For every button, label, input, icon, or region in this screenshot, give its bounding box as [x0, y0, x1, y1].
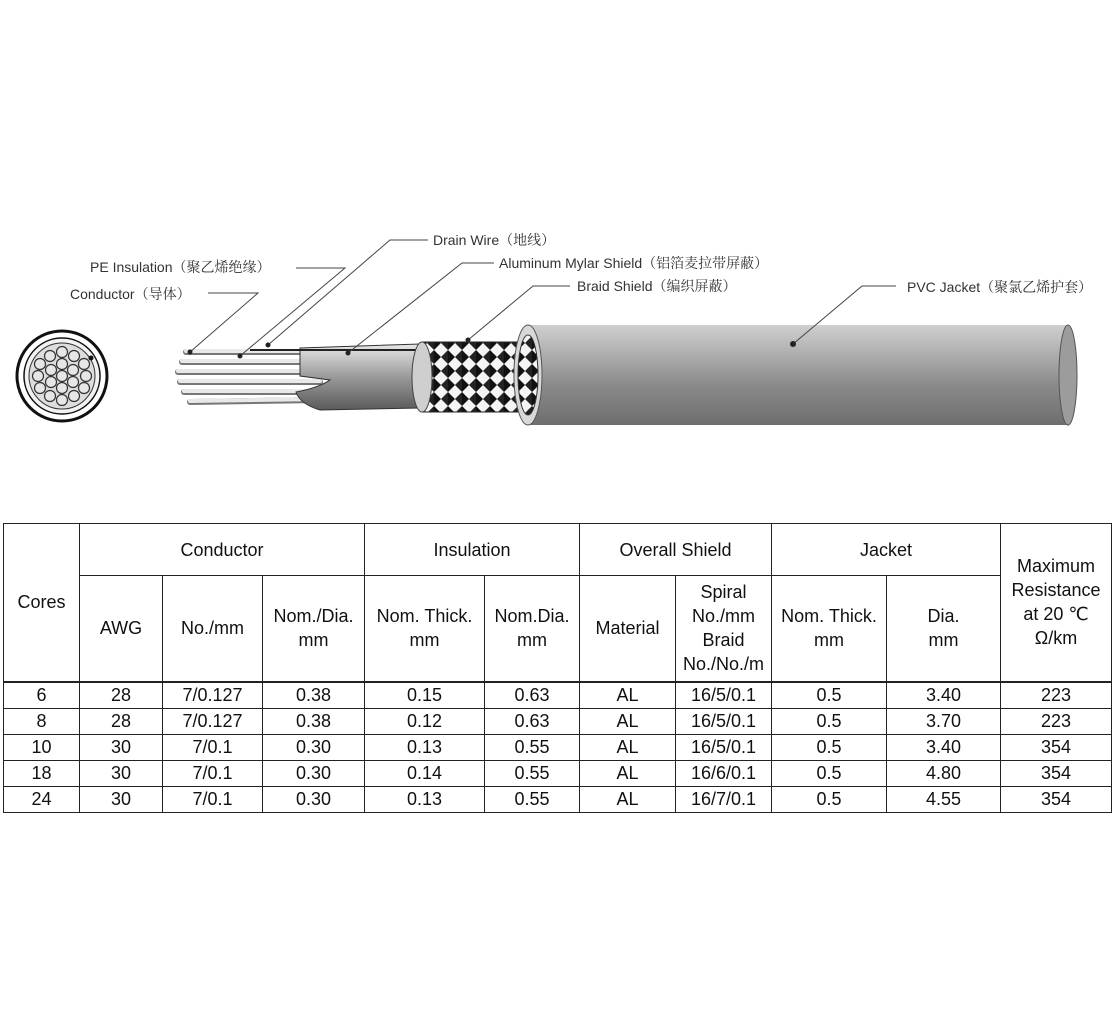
- header-insulation: Insulation: [365, 524, 580, 576]
- table-row: [4, 786, 1112, 812]
- cell-jacket-dia: 4.80: [887, 760, 1001, 786]
- header-jacket: Jacket: [772, 524, 1001, 576]
- cell-no-mm: 7/0.1: [163, 734, 263, 760]
- cell-nom-dia: 0.30: [263, 786, 365, 812]
- cell-material: AL: [580, 760, 676, 786]
- cell-material: AL: [580, 734, 676, 760]
- cell-ins-thick: 0.15: [365, 682, 485, 709]
- cell-cores: 6: [4, 682, 80, 709]
- cell-ins-dia: 0.63: [485, 682, 580, 709]
- label-aluminum-mylar-shield: Aluminum Mylar Shield（铝箔麦拉带屏蔽）: [499, 255, 769, 271]
- cell-nom-dia: 0.30: [263, 734, 365, 760]
- aluminum-foil: [296, 344, 420, 410]
- cell-spiral-braid: 16/5/0.1: [676, 682, 772, 709]
- cell-resistance: 223: [1001, 708, 1112, 734]
- cell-ins-thick: 0.14: [365, 760, 485, 786]
- label-pvc-jacket: PVC Jacket（聚氯乙烯护套）: [907, 279, 1093, 295]
- header-cores: Cores: [4, 524, 80, 682]
- cell-material: AL: [580, 682, 676, 709]
- label-pe-insulation: PE Insulation（聚乙烯绝缘）: [90, 259, 271, 275]
- header-conductor: Conductor: [80, 524, 365, 576]
- cell-awg: 30: [80, 734, 163, 760]
- cell-material: AL: [580, 786, 676, 812]
- header-no-mm: No./mm: [163, 576, 263, 682]
- cell-nom-dia: 0.38: [263, 708, 365, 734]
- cell-jacket-dia: 3.70: [887, 708, 1001, 734]
- header-ins-nom-thick: Nom. Thick. mm: [365, 576, 485, 682]
- cell-no-mm: 7/0.1: [163, 760, 263, 786]
- cell-spiral-braid: 16/5/0.1: [676, 734, 772, 760]
- header-overall-shield: Overall Shield: [580, 524, 772, 576]
- cell-cores: 8: [4, 708, 80, 734]
- cell-ins-dia: 0.55: [485, 734, 580, 760]
- cell-spiral-braid: 16/5/0.1: [676, 708, 772, 734]
- cell-resistance: 223: [1001, 682, 1112, 709]
- cell-ins-thick: 0.12: [365, 708, 485, 734]
- label-drain-wire: Drain Wire（地线）: [433, 232, 556, 248]
- header-awg: AWG: [80, 576, 163, 682]
- spec-table: [3, 523, 1112, 813]
- header-jacket-dia: Dia. mm: [887, 576, 1001, 682]
- cell-jacket-dia: 4.55: [887, 786, 1001, 812]
- cell-jacket-thick: 0.5: [772, 786, 887, 812]
- cell-cores: 10: [4, 734, 80, 760]
- cell-awg: 28: [80, 682, 163, 709]
- table-row: [4, 682, 1112, 709]
- cell-ins-dia: 0.63: [485, 708, 580, 734]
- cell-jacket-thick: 0.5: [772, 682, 887, 709]
- cell-nom-dia: 0.30: [263, 760, 365, 786]
- cell-spiral-braid: 16/7/0.1: [676, 786, 772, 812]
- label-braid-shield: Braid Shield（编织屏蔽）: [577, 278, 737, 294]
- cell-jacket-dia: 3.40: [887, 682, 1001, 709]
- header-max-resistance: Maximum Resistance at 20 ℃ Ω/km: [1001, 524, 1112, 682]
- cell-no-mm: 7/0.1: [163, 786, 263, 812]
- cell-ins-dia: 0.55: [485, 760, 580, 786]
- cell-no-mm: 7/0.127: [163, 682, 263, 709]
- cell-ins-thick: 0.13: [365, 734, 485, 760]
- table-row: [4, 734, 1112, 760]
- cell-spiral-braid: 16/6/0.1: [676, 760, 772, 786]
- header-nom-dia: Nom./Dia. mm: [263, 576, 365, 682]
- cell-jacket-thick: 0.5: [772, 760, 887, 786]
- cell-resistance: 354: [1001, 734, 1112, 760]
- cell-awg: 28: [80, 708, 163, 734]
- header-material: Material: [580, 576, 676, 682]
- label-conductor: Conductor（导体）: [70, 286, 191, 302]
- cell-resistance: 354: [1001, 760, 1112, 786]
- cell-ins-thick: 0.13: [365, 786, 485, 812]
- cell-jacket-thick: 0.5: [772, 708, 887, 734]
- cell-jacket-dia: 3.40: [887, 734, 1001, 760]
- cell-no-mm: 7/0.127: [163, 708, 263, 734]
- cell-cores: 24: [4, 786, 80, 812]
- cell-material: AL: [580, 708, 676, 734]
- cell-resistance: 354: [1001, 786, 1112, 812]
- cell-awg: 30: [80, 786, 163, 812]
- cell-cores: 18: [4, 760, 80, 786]
- header-jacket-nom-thick: Nom. Thick. mm: [772, 576, 887, 682]
- cell-nom-dia: 0.38: [263, 682, 365, 709]
- header-ins-nom-dia: Nom.Dia. mm: [485, 576, 580, 682]
- table-row: [4, 760, 1112, 786]
- table-row: [4, 708, 1112, 734]
- cell-ins-dia: 0.55: [485, 786, 580, 812]
- pvc-jacket: [514, 325, 1077, 425]
- cross-section: [17, 331, 107, 421]
- cell-jacket-thick: 0.5: [772, 734, 887, 760]
- header-spiral-braid: Spiral No./mm Braid No./No./m: [676, 576, 772, 682]
- cell-awg: 30: [80, 760, 163, 786]
